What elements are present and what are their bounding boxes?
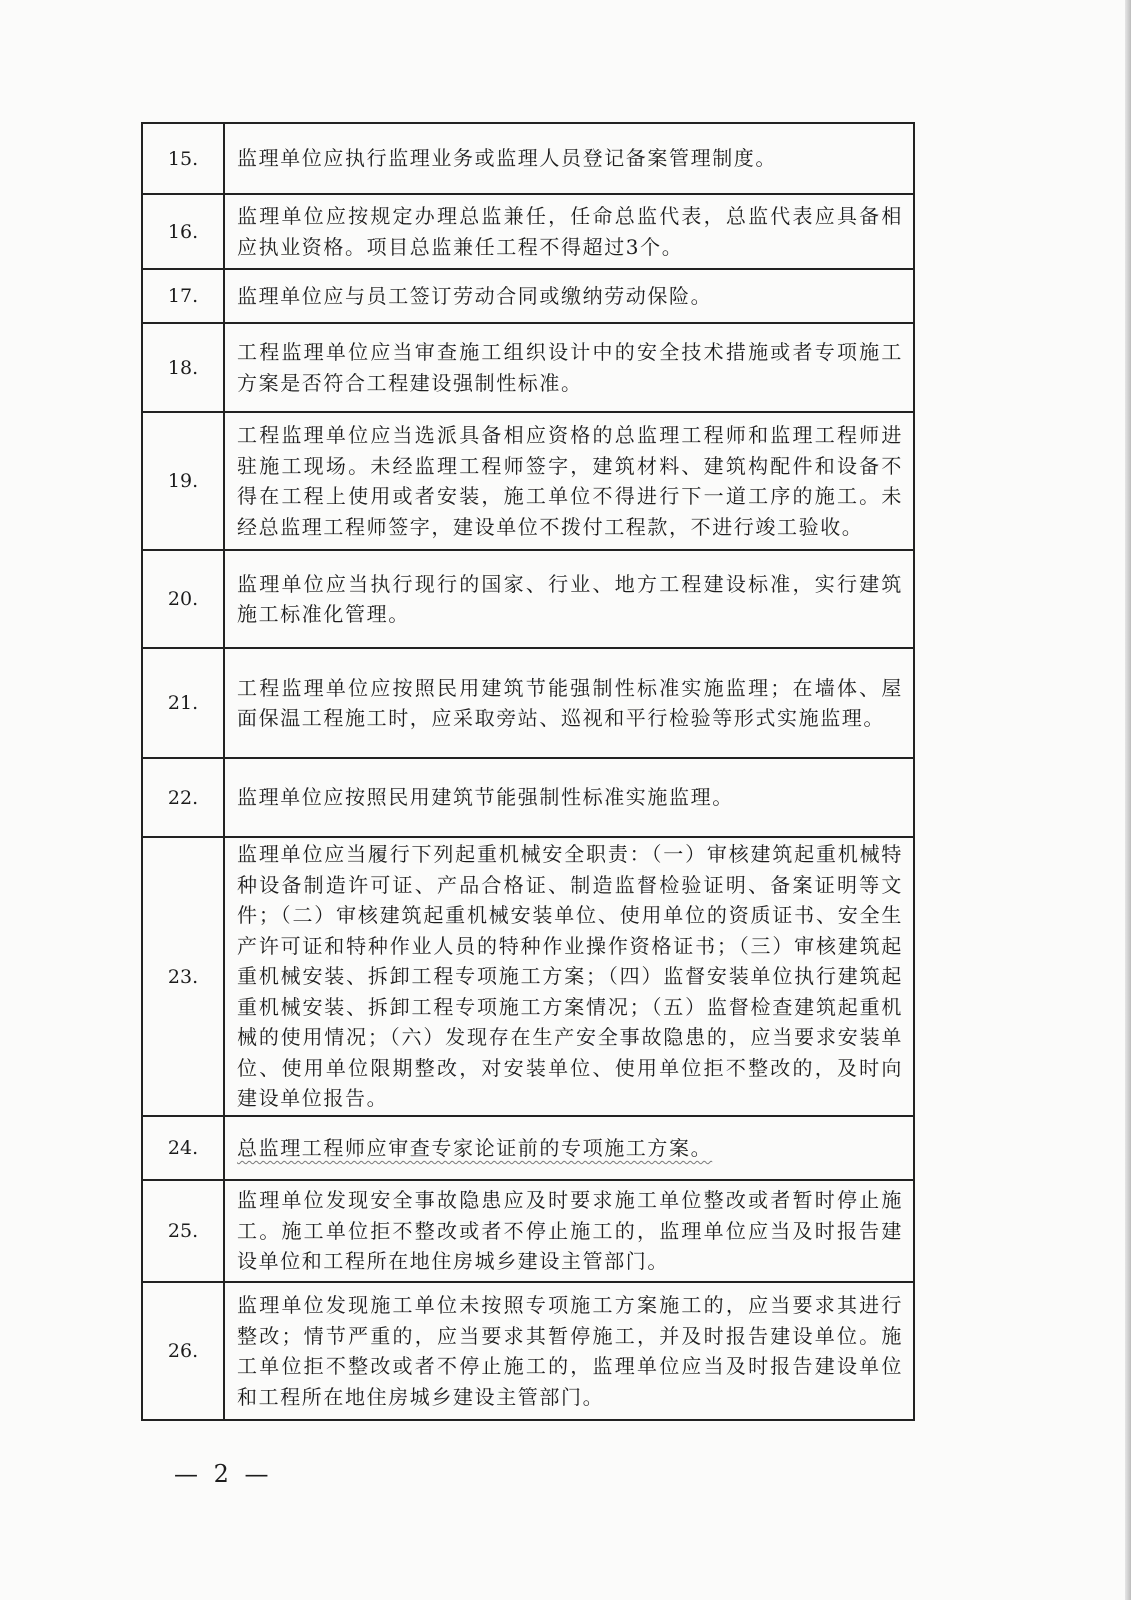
row-number: 19. [143,413,225,549]
row-text-cell [225,270,913,322]
row-number: 16. [143,195,225,268]
row-number: 23. [143,838,225,1115]
table-row [143,551,913,649]
table-row [143,413,913,551]
row-number: 26. [143,1283,225,1419]
row-text: 工程监理单位应当审查施工组织设计中的安全技术措施或者专项施工方案是否符合工程建设强制性标准。 [237,340,903,395]
row-number: 25. [143,1181,225,1281]
table-row [143,649,913,759]
row-text: 监理单位应执行监理业务或监理人员登记备案管理制度。 [237,146,777,171]
regulation-table [141,122,915,1421]
row-text: 监理单位发现施工单位未按照专项施工方案施工的，应当要求其进行整改；情节严重的，应当要求其暂停施工，并及时报告建设单位。施工单位拒不整改或者不停止施工的，监理单位应当及时报告建设单位和工程所在地住房城乡建设主管部门。 [237,1293,903,1409]
row-text-cell [225,1283,913,1419]
row-number: 24. [143,1117,225,1179]
row-number: 20. [143,551,225,647]
table-row [143,270,913,324]
row-number: 15. [143,124,225,193]
row-text-cell [225,838,913,1115]
page-edge-shadow [1125,0,1131,1600]
row-text: 监理单位应当履行下列起重机械安全职责：（一）审核建筑起重机械特种设备制造许可证、产品合格证、制造监督检验证明、备案证明等文件；（二）审核建筑起重机械安装单位、使用单位的资质证书、安全生产许可证和特种作业人员的特种作业操作资格证书；（三）审核建筑起重机械安装、拆卸工程专项施工方案；（四）监督安装单位执行建筑起重机械安装、拆卸工程专项施工方案情况；（五）监督检查建筑起重机械的使用情况；（六）发现存在生产安全事故隐患的，应当要求安装单位、使用单位限期整改，对安装单位、使用单位拒不整改的，及时向建设单位报告。 [237,842,903,1111]
table-row [143,759,913,838]
row-text-cell [225,1117,913,1179]
table-row [143,195,913,270]
row-number: 18. [143,324,225,411]
row-text-cell [225,551,913,647]
table-row [143,124,913,195]
row-text-cell [225,759,913,836]
row-text: 监理单位发现安全事故隐患应及时要求施工单位整改或者暂时停止施工。施工单位拒不整改或者不停止施工的，监理单位应当及时报告建设单位和工程所在地住房城乡建设主管部门。 [237,1188,903,1274]
row-text-cell [225,324,913,411]
row-text-cell [225,1181,913,1281]
row-text: 总监理工程师应审查专家论证前的专项施工方案。 [237,1135,713,1160]
table-row [143,1181,913,1283]
row-number: 17. [143,270,225,322]
row-text-cell [225,649,913,757]
table-row [143,1283,913,1421]
row-text-cell [225,413,913,549]
table-row [143,838,913,1117]
row-text: 监理单位应当执行现行的国家、行业、地方工程建设标准，实行建筑施工标准化管理。 [237,571,903,626]
row-text-cell [225,195,913,268]
row-text: 工程监理单位应按照民用建筑节能强制性标准实施监理；在墙体、屋面保温工程施工时，应采取旁站、巡视和平行检验等形式实施监理。 [237,675,903,730]
row-text: 监理单位应按规定办理总监兼任，任命总监代表，总监代表应具备相应执业资格。项目总监兼任工程不得超过3个。 [237,204,903,259]
row-text: 工程监理单位应当选派具备相应资格的总监理工程师和监理工程师进驻施工现场。未经监理工程师签字，建筑材料、建筑构配件和设备不得在工程上使用或者安装，施工单位不得进行下一道工序的施工。未经总监理工程师签字，建设单位不拨付工程款，不进行竣工验收。 [237,423,903,539]
page-number: — 2 — [174,1460,273,1488]
table-row [143,1117,913,1181]
row-text: 监理单位应与员工签订劳动合同或缴纳劳动保险。 [237,283,713,308]
row-text: 监理单位应按照民用建筑节能强制性标准实施监理。 [237,785,734,810]
row-number: 22. [143,759,225,836]
row-number: 21. [143,649,225,757]
table-row [143,324,913,413]
row-text-cell [225,124,913,193]
